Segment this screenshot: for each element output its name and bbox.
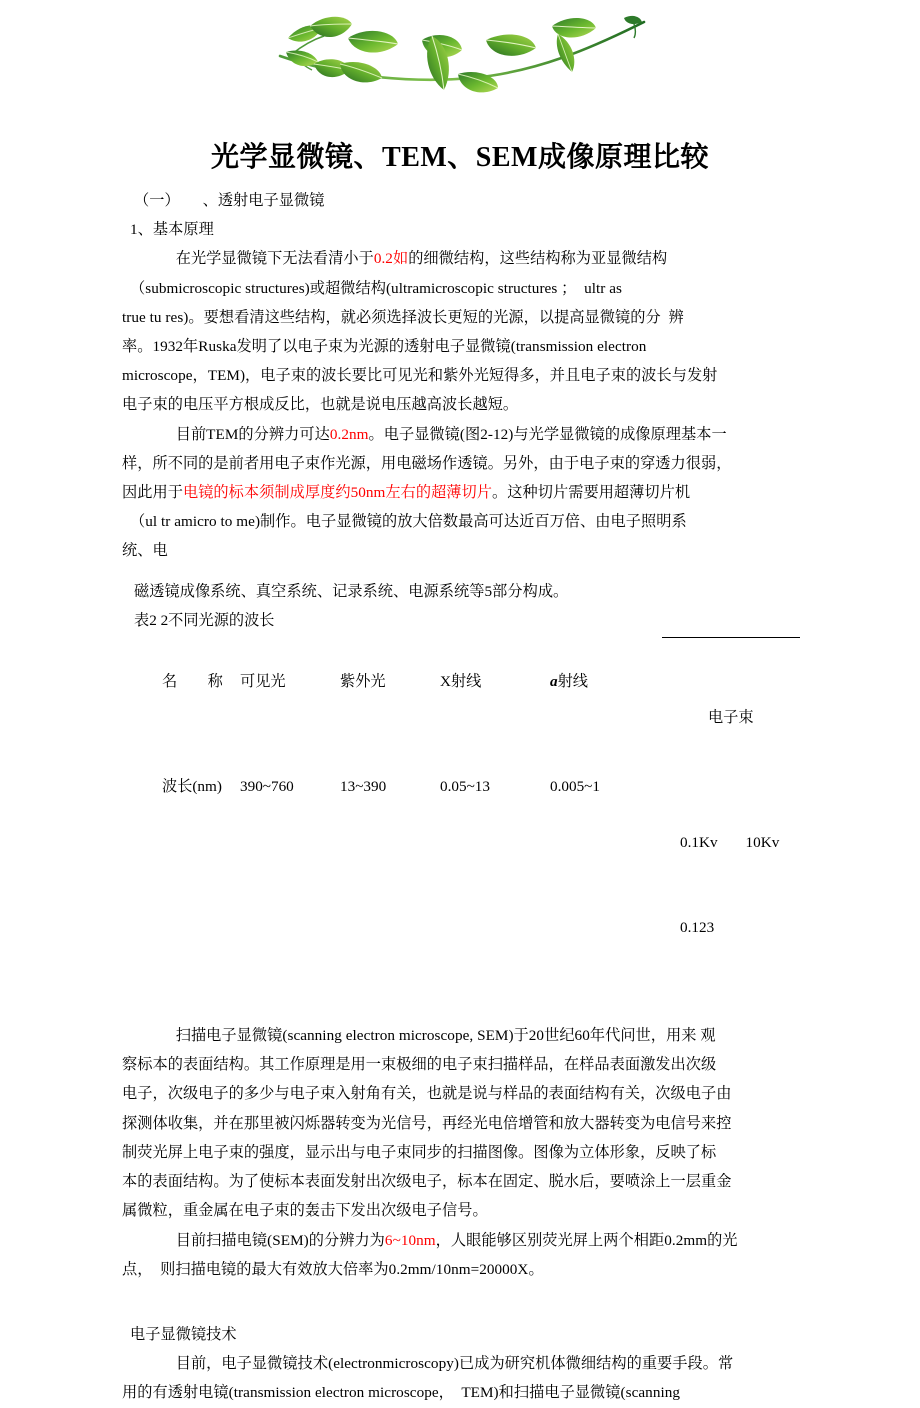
text-post: 。电子显微镜(图2-12)与光学显微镜的成像原理基本一 bbox=[368, 425, 727, 443]
text-pre: 因此用于 bbox=[122, 484, 183, 502]
table-value-alpha-ray: 0.005~1 bbox=[550, 777, 600, 795]
paragraph-sem-1-line-7: 属微粒，重金属在电子束的轰击下发出次级电子信号。 bbox=[122, 1202, 488, 1220]
table-value-electron-beam bbox=[660, 762, 802, 999]
highlight-sem-resolution: 6~10nm bbox=[384, 1231, 436, 1249]
section-heading-tem: （一） 、透射电子显微镜 bbox=[134, 192, 325, 209]
text-post: ，人眼能够区别荧光屏上两个相距0.2mm的光 bbox=[435, 1231, 738, 1249]
paragraph-tem-1-line-3: true tu res)。要想看清这些结构，就必须选择波长更短的光源，以提高显微镜的分 辨 bbox=[122, 308, 684, 326]
paragraph-tem-1-line-6: 电子束的电压平方根成反比，也就是说电压越高波长越短。 bbox=[122, 396, 519, 414]
paragraph-sem-1-line-6: 本的表面结构。为了使标本表面发射出次级电子，标本在固定、脱水后，要喷涂上一层重金 bbox=[122, 1173, 732, 1191]
highlight-tem-resolution: 0.2nm bbox=[329, 425, 369, 443]
section-heading-em-technology: 电子显微镜技术 bbox=[130, 1325, 237, 1343]
table-col-uv-light: 紫外光 bbox=[340, 673, 386, 691]
table-col-electron-beam-label: 电子束 bbox=[707, 709, 754, 727]
paragraph-tem-2-line-5: 统、电 bbox=[122, 542, 168, 560]
paragraph-tem-2-line-3 bbox=[122, 478, 802, 507]
paragraph-tem-2-line-1 bbox=[122, 420, 802, 449]
paragraph-tem-1-line-5: microscope，TEM)，电子束的波长要比可见光和紫外光短得多，并且电子束的波长与发射 bbox=[122, 367, 718, 385]
table-value-x-ray: 0.05~13 bbox=[440, 777, 490, 795]
table-col-electron-beam bbox=[660, 637, 802, 762]
text-pre: 在光学显微镜下无法看清小于 bbox=[130, 250, 374, 268]
highlight-ultrathin-section: 电镜的标本须制成厚度约50nm左右的超薄切片 bbox=[182, 484, 493, 502]
table-value-visible-light: 390~760 bbox=[240, 777, 294, 795]
paragraph-sem-1-line-3: 电子，次级电子的多少与电子束入射角有关，也就是说与样品的表面结构有关，次级电子由 bbox=[122, 1085, 732, 1103]
electron-beam-wavelength-value: 0.123 bbox=[680, 918, 715, 936]
table-row-label-wavelength: 波长(nm) bbox=[162, 777, 222, 795]
paragraph-sem-2-line-2: 点， 则扫描电镜的最大有效放大倍率为0.2mm/10nm=20000X。 bbox=[122, 1260, 544, 1278]
document-body bbox=[122, 186, 802, 1408]
table-value-uv-light: 13~390 bbox=[340, 777, 387, 795]
table-col-alpha-ray: a射线 bbox=[550, 673, 588, 691]
table-col-name: 名 称 bbox=[162, 673, 223, 691]
leaf-vine-decoration-icon bbox=[262, 8, 662, 104]
paragraph-tem-1-line-1 bbox=[122, 244, 802, 273]
paragraph-sem-1-line-5: 制荧光屏上电子束的强度，显示出与电子束同步的扫描图像。图像为立体形象，反映了标 bbox=[122, 1143, 717, 1161]
text-post: 。这种切片需要用超薄切片机 bbox=[492, 484, 691, 502]
paragraph-tem-1-line-2: （submicroscopic structures)或超微结构(ultramicroscopic structures ； ultr as bbox=[130, 279, 622, 297]
wavelength-table bbox=[122, 637, 802, 999]
table-header-row bbox=[122, 637, 802, 762]
page-title: 光学显微镜、TEM、SEM成像原理比较 bbox=[211, 141, 709, 173]
table-rule-divider bbox=[662, 637, 800, 638]
text-pre: 目前TEM的分辨力可达 bbox=[130, 425, 330, 443]
paragraph-tech-line-1: 目前，电子显微镜技术(electronmicroscopy)已成为研究机体微细结构的重要手段。常 bbox=[130, 1355, 734, 1373]
text-post: 的细微结构，这些结构称为亚显微结构 bbox=[408, 250, 668, 268]
subheading-basic-principle: 1、基本原理 bbox=[130, 221, 214, 239]
paragraph-tem-2-line-4: （ul tr amicro to me)制作。电子显微镜的放大倍数最高可达近百万倍、由电子照明系 bbox=[130, 513, 687, 531]
paragraph-sem-2-line-1 bbox=[122, 1226, 802, 1255]
paragraph-tem-2-line-2: 样，所不同的是前者用电子束作光源，用电磁场作透镜。另外，由于电子束的穿透力很弱， bbox=[122, 454, 732, 472]
paragraph-sem-1-line-4: 探测体收集，并在那里被闪烁器转变为光信号，再经光电倍增管和放大器转变为电信号来控 bbox=[122, 1114, 732, 1132]
voltage-10kv: 10Kv bbox=[745, 834, 780, 852]
table-caption: 表2 2不同光源的波长 bbox=[134, 611, 275, 629]
text-pre: 目前扫描电镜(SEM)的分辨力为 bbox=[130, 1231, 385, 1249]
paragraph-tem-1-line-4: 率。1932年Ruska发明了以电子束为光源的透射电子显微镜(transmission electron bbox=[122, 338, 647, 356]
electron-beam-voltages bbox=[670, 830, 802, 856]
highlight-resolution-02: 0.2如 bbox=[373, 250, 409, 268]
voltage-0-1kv: 0.1Kv bbox=[680, 834, 718, 852]
paragraph-sem-1-line-2: 察标本的表面结构。其工作原理是用一束极细的电子束扫描样品，在样品表面激发出次级 bbox=[122, 1056, 717, 1074]
alpha-symbol: a bbox=[550, 673, 558, 691]
paragraph-sem-1-line-1: 扫描电子显微镜(scanning electron microscope, SEM)于20世纪60年代问世，用来 观 bbox=[130, 1027, 716, 1045]
table-col-x-ray: X射线 bbox=[440, 673, 482, 691]
paragraph-tem-2-line-6: 磁透镜成像系统、真空系统、记录系统、电源系统等5部分构成。 bbox=[134, 582, 569, 600]
table-data-row bbox=[122, 762, 802, 999]
paragraph-tech-line-2: 用的有透射电镜(transmission electron microscope， TEM)和扫描电子显微镜(scanning bbox=[122, 1384, 681, 1402]
table-col-visible-light: 可见光 bbox=[240, 673, 286, 691]
